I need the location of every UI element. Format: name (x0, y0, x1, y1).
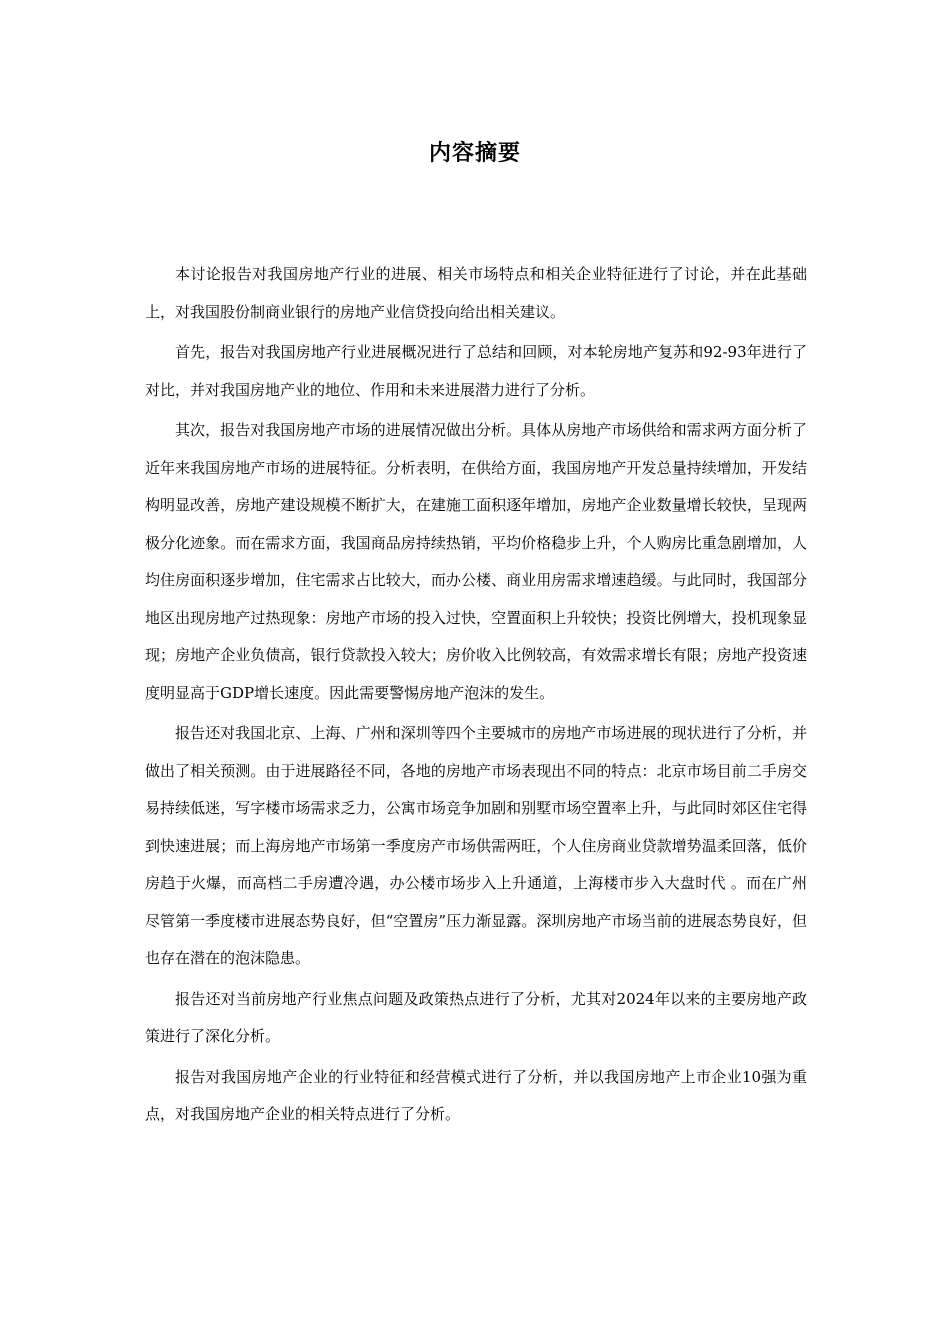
paragraph-policy-analysis: 报告还对当前房地产行业焦点问题及政策热点进行了分析，尤其对2024年以来的主要房地产政策进行了深化分析。 (145, 989, 807, 1045)
paragraph-enterprise-analysis: 报告对我国房地产企业的行业特征和经营模式进行了分析，并以我国房地产上市企业10强为重点，对我国房地产企业的相关特点进行了分析。 (145, 1067, 807, 1123)
paragraph-market-analysis: 其次，报告对我国房地产市场的进展情况做出分析。具体从房地产市场供给和需求两方面分析了近年来我国房地产市场的进展特征。分析表明，在供给方面，我国房地产开发总量持续增加，开发结构明显改善，房地产建设规模不断扩大，在建施工面积逐年增加，房地产企业数量增长较快，呈现两极分化迹象。而在需求方面，我国商品房持续热销，平均价格稳步上升，个人购房比重急剧增加，人均住房面积逐步增加，住宅需求占比较大，而办公楼、商业用房需求增速趋缓。与此同时，我国部分地区出现房地产过热现象：房地产市场的投入过快，空置面积上升较快；投资比例增大，投机现象显现；房地产企业负债高，银行贷款投入较大；房价收入比例较高，有效需求增长有限；房地产投资速度明显高于GDP增长速度。因此需要警惕房地产泡沫的发生。 (145, 421, 807, 702)
paragraph-intro: 本讨论报告对我国房地产行业的进展、相关市场特点和相关企业特征进行了讨论，并在此基础上，对我国股份制商业银行的房地产业信贷投向给出相关建议。 (145, 265, 807, 321)
document-body (145, 256, 807, 1137)
page-title: 内容摘要 (428, 141, 521, 166)
paragraph-overview: 首先，报告对我国房地产行业进展概况进行了总结和回顾，对本轮房地产复苏和92-93年进行了对比，并对我国房地产业的地位、作用和未来进展潜力进行了分析。 (145, 343, 807, 399)
paragraph-city-analysis: 报告还对我国北京、上海、广州和深圳等四个主要城市的房地产市场进展的现状进行了分析，并做出了相关预测。由于进展路径不同，各地的房地产市场表现出不同的特点：北京市场目前二手房交易持续低迷，写字楼市场需求乏力，公寓市场竞争加剧和别墅市场空置率上升，与此同时郊区住宅得到快速进展；而上海房地产市场第一季度房产市场供需两旺，个人住房商业贷款增势温柔回落，低价房趋于火爆，而高档二手房遭冷遇，办公楼市场步入上升通道，上海楼市步入大盘时代 。而在广州尽管第一季度楼市进展态势良好，但“空置房”压力渐显露。深圳房地产市场当前的进展态势良好，但也存在潜在的泡沫隐患。 (145, 724, 807, 967)
